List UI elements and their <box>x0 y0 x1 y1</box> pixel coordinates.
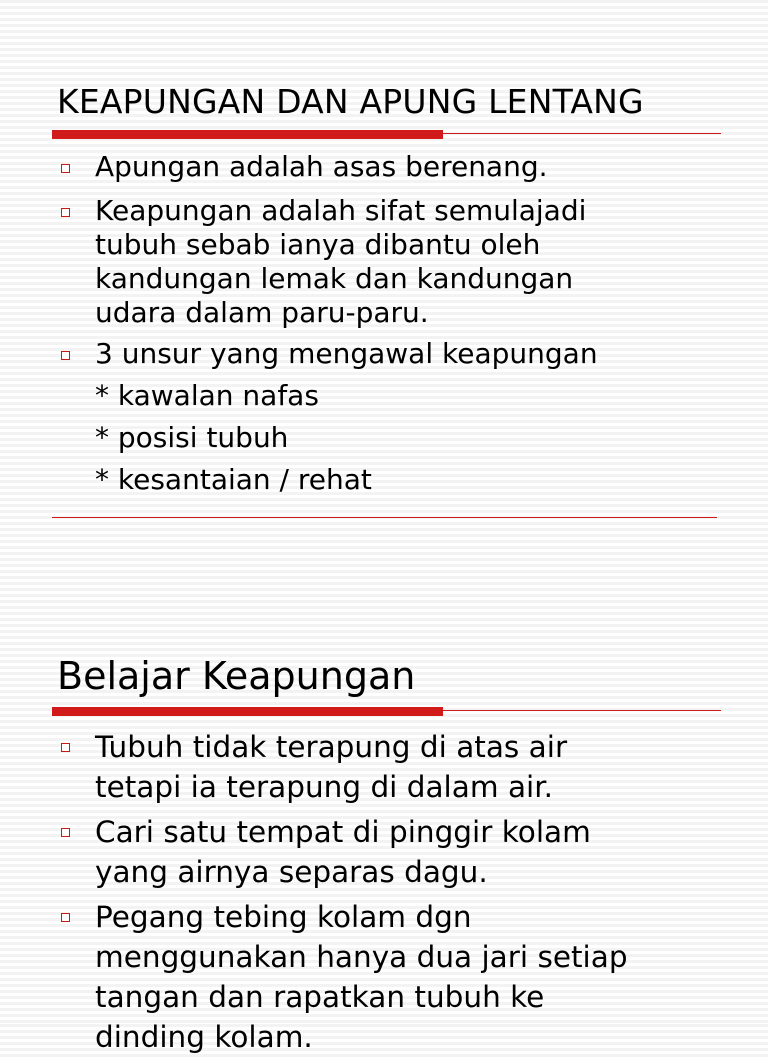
sub-item: * posisi tubuh <box>95 421 289 454</box>
bullet-line: Keapungan adalah sifat semulajadi <box>95 194 587 227</box>
bullet-line: Tubuh tidak terapung di atas air <box>95 730 568 764</box>
slide-2-title-rule <box>52 706 721 718</box>
title-rule-thick <box>52 130 443 139</box>
bullet-line: dinding kolam. <box>95 1020 313 1054</box>
slide-2-title: Belajar Keapungan <box>57 654 416 698</box>
bullet-line: tetapi ia terapung di dalam air. <box>95 770 554 804</box>
sub-item: * kawalan nafas <box>95 379 319 412</box>
sub-item: * kesantaian / rehat <box>95 463 372 496</box>
slide-1-title: KEAPUNGAN DAN APUNG LENTANG <box>57 82 644 121</box>
bullet-item <box>95 150 735 184</box>
hollow-square-bullet-icon <box>61 828 70 837</box>
hollow-square-bullet-icon <box>61 913 70 922</box>
title-rule-thick <box>52 707 443 716</box>
bullet-item <box>95 337 735 371</box>
hollow-square-bullet-icon <box>61 351 70 360</box>
hollow-square-bullet-icon <box>61 208 70 217</box>
bullet-line: tangan dan rapatkan tubuh ke <box>95 980 545 1014</box>
bullet-item <box>95 897 735 1057</box>
bullet-line: udara dalam paru-paru. <box>95 296 429 329</box>
bullet-line: Apungan adalah asas berenang. <box>95 150 548 183</box>
hollow-square-bullet-icon <box>61 743 70 752</box>
bullet-line: kandungan lemak dan kandungan <box>95 262 574 295</box>
slide-1-bottom-rule <box>52 517 717 518</box>
bullet-line: tubuh sebab ianya dibantu oleh <box>95 228 541 261</box>
hollow-square-bullet-icon <box>61 164 70 173</box>
bullet-line: menggunakan hanya dua jari setiap <box>95 940 628 974</box>
bullet-line: yang airnya separas dagu. <box>95 855 488 889</box>
bullet-line: Cari satu tempat di pinggir kolam <box>95 815 591 849</box>
bullet-line: Pegang tebing kolam dgn <box>95 900 472 934</box>
bullet-line: 3 unsur yang mengawal keapungan <box>95 337 598 370</box>
title-rule-thin <box>443 133 721 134</box>
bullet-item <box>95 194 735 330</box>
slide-2 <box>0 600 768 1054</box>
bullet-item <box>95 727 735 807</box>
bullet-item <box>95 812 735 892</box>
slide-1-title-rule <box>52 129 721 141</box>
title-rule-thin <box>443 710 721 711</box>
